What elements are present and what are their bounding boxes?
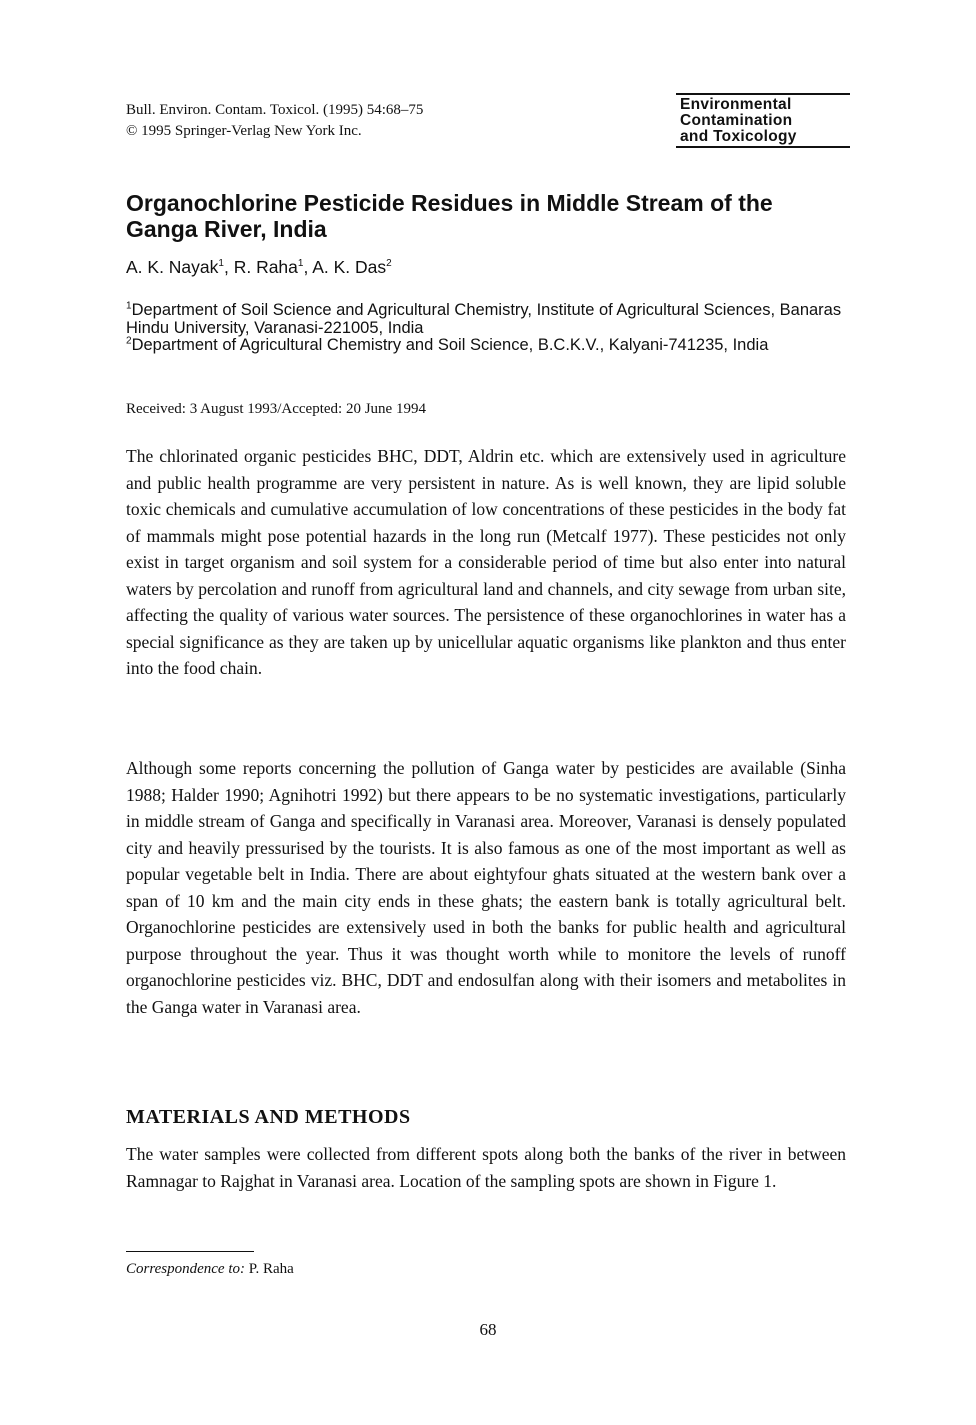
received-dates: Received: 3 August 1993/Accepted: 20 June 1994 bbox=[126, 401, 426, 417]
author-name: R. Raha bbox=[233, 257, 298, 277]
copyright-line: © 1995 Springer-Verlag New York Inc. bbox=[126, 123, 362, 139]
methods-paragraph: The water samples were collected from different spots along both the banks of the river in between Ramnagar to Rajghat in Varanasi area. Location of the sampling spots are shown in Figure 1. bbox=[126, 1144, 846, 1191]
page-number: 68 bbox=[479, 1320, 497, 1339]
affiliation bbox=[126, 302, 846, 337]
author-affiliation-mark: 2 bbox=[386, 258, 392, 270]
citation-line: Bull. Environ. Contam. Toxicol. (1995) 54:68–75 bbox=[126, 102, 424, 118]
journal-logo bbox=[676, 93, 850, 148]
correspondence-footnote bbox=[126, 1261, 294, 1278]
intro-paragraph: Although some reports concerning the pollution of Ganga water by pesticides are available (Sinha 1988; Halder 1990; Agnihotri 1992) but there appears to be no systematic investigations, particularly in middle stream of Ganga and specifically in Varanasi area. Moreover, Varanasi is densely populated city and heavily pressurised by the tourists. It is also famous as one of the most important as well as popular vegetable belt in India. There are about eightyfour ghats situated at the western bank over a span of 10 km and the main city ends in these ghats; the eastern bank is totally agricultural belt. Organochlorine pesticides are extensively used in both the banks for public health and agricultural purpose throughout the year. Thus it was thought worth while to monitore the levels of runoff organochlorine pesticides viz. BHC, DDT and endosulfan along with their isomers and metabolites in the Ganga water in Varanasi area. bbox=[126, 758, 846, 1017]
affiliation-mark: 1 bbox=[126, 300, 132, 312]
affiliation bbox=[126, 337, 846, 355]
journal-logo-line: Contamination bbox=[680, 112, 793, 129]
journal-logo-line: Environmental bbox=[680, 96, 792, 113]
journal-citation bbox=[126, 100, 423, 142]
affiliation-text: Department of Agricultural Chemistry and Soil Science, B.C.K.V., Kalyani-741235, India bbox=[131, 336, 769, 354]
author-name: A. K. Nayak bbox=[126, 257, 219, 277]
affiliation-text: Department of Soil Science and Agricultural Chemistry, Institute of Agricultural Sciences, Banaras Hindu University, Varanasi-221005, India bbox=[126, 301, 842, 337]
affiliation-list bbox=[126, 302, 846, 355]
section-heading: MATERIALS AND METHODS bbox=[126, 1106, 411, 1128]
correspondence-label: Correspondence to: bbox=[126, 1261, 246, 1277]
intro-paragraph: The chlorinated organic pesticides BHC, DDT, Aldrin etc. which are extensively used in agriculture and public health programme are very persistent in nature. As is well known, they are lipid soluble toxic chemicals and cumulative accumulation of low concentrations of these pesticides in the body fat of mammals might pose potential hazards in the long run (Metcalf 1977). These pesticides not only exist in target organism and soil system for a considerable period of time but also enter into natural waters by percolation and runoff from agricultural land and channels, and city sewage from urban site, affecting the quality of various water sources. The persistence of these organochlorines in water has a special significance as they are taken up by unicellular aquatic organisms like plankton and thus enter into the food chain. bbox=[126, 446, 846, 678]
author-separator: , bbox=[223, 257, 234, 277]
affiliation-mark: 2 bbox=[126, 335, 132, 347]
article-title: Organochlorine Pesticide Residues in Middle Stream of the Ganga River, India bbox=[126, 190, 773, 242]
author-affiliation-mark: 1 bbox=[218, 258, 224, 270]
author-separator: , bbox=[303, 257, 313, 277]
author-list bbox=[126, 257, 392, 278]
author-name: A. K. Das bbox=[312, 257, 387, 277]
footnote-divider bbox=[126, 1251, 254, 1252]
author-affiliation-mark: 1 bbox=[297, 258, 304, 270]
journal-logo-line: and Toxicology bbox=[680, 128, 797, 145]
correspondence-name: P. Raha bbox=[248, 1261, 294, 1277]
